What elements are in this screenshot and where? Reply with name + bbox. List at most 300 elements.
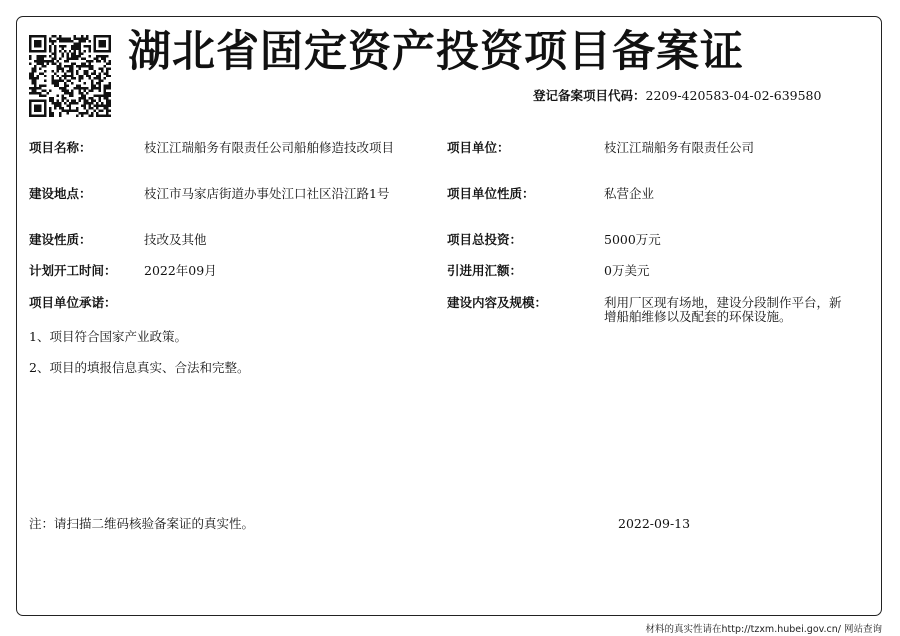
qr-module [74,37,76,39]
qr-module [34,105,36,107]
qr-module [74,42,76,44]
qr-module [71,75,73,77]
qr-module [64,87,66,89]
qr-module [71,82,73,84]
scope-value: 利用厂区现有场地，建设分段制作平台，新增船舶维修以及配套的环保设施。 [604,295,842,324]
qr-module [54,45,56,47]
qr-module [89,90,91,92]
qr-module [51,115,53,117]
qr-module [41,90,43,92]
qr-module [89,107,91,109]
qr-module [109,45,111,47]
qr-module [69,102,71,104]
qr-module [84,87,86,89]
qr-module [76,72,78,74]
qr-module [91,80,93,82]
qr-module [81,115,83,117]
qr-module [71,55,73,57]
qr-module [49,47,51,49]
qr-module [79,90,81,92]
qr-module [29,92,31,94]
qr-module [54,72,56,74]
qr-module [84,105,86,107]
qr-module [109,37,111,39]
qr-module [56,60,58,62]
qr-module [61,80,63,82]
qr-module [84,57,86,59]
qr-module [34,77,36,79]
qr-module [64,45,66,47]
registration-code-value: 2209-420583-04-02-639580 [645,88,822,103]
commitment-item-2: 2、项目的填报信息真实、合法和完整。 [29,360,250,375]
qr-module [39,50,41,52]
qr-module [96,57,98,59]
qr-module [61,90,63,92]
qr-module [99,87,101,89]
qr-module [101,115,103,117]
qr-module [64,92,66,94]
qr-module [69,110,71,112]
qr-module [54,80,56,82]
qr-module [46,62,48,64]
qr-module [79,80,81,82]
qr-module [94,42,96,44]
scope-label: 建设内容及规模： [447,295,548,310]
qr-module [34,92,36,94]
qr-module [84,90,86,92]
qr-module [39,67,41,69]
qr-module [89,62,91,64]
qr-module [44,105,46,107]
qr-module [91,67,93,69]
qr-module [51,97,53,99]
qr-module [59,62,61,64]
qr-module [84,37,86,39]
qr-module [44,110,46,112]
qr-module [76,85,78,87]
qr-module [49,115,51,117]
qr-module [76,107,78,109]
qr-module [99,110,101,112]
qr-module [46,60,48,62]
project-name-value: 枝江江瑞船务有限责任公司船舶修造技改项目 [144,140,395,155]
qr-module [59,57,61,59]
qr-module [51,52,53,54]
qr-module [31,35,33,37]
qr-module [31,77,33,79]
qr-module [39,60,41,62]
qr-module [54,35,56,37]
qr-module [74,110,76,112]
qr-module [56,85,58,87]
qr-module [41,55,43,57]
total-investment-label: 项目总投资： [447,232,523,247]
qr-module [99,50,101,52]
qr-module [66,105,68,107]
qr-module [84,107,86,109]
qr-module [71,67,73,69]
qr-module [61,75,63,77]
qr-module [44,35,46,37]
qr-module [39,92,41,94]
qr-module [99,35,101,37]
qr-module [106,87,108,89]
qr-module [34,65,36,67]
qr-module [54,55,56,57]
qr-module [51,70,53,72]
qr-module [41,100,43,102]
qr-module [109,42,111,44]
qr-module [66,112,68,114]
qr-module [64,77,66,79]
qr-module [84,45,86,47]
planned-start-value: 2022年09月 [144,263,217,278]
qr-module [109,50,111,52]
qr-module [106,92,108,94]
qr-module [104,85,106,87]
qr-module [109,35,111,37]
foreign-exchange-label: 引进用汇额： [447,263,523,278]
qr-module [76,115,78,117]
qr-module [91,102,93,104]
qr-module [44,75,46,77]
qr-module [106,62,108,64]
qr-module [29,77,31,79]
qr-module [29,75,31,77]
qr-module [106,115,108,117]
qr-module [31,115,33,117]
qr-module [36,55,38,57]
qr-module [99,80,101,82]
qr-module [56,82,58,84]
qr-module [74,57,76,59]
qr-module [109,102,111,104]
qr-module [29,102,31,104]
qr-module [39,42,41,44]
qr-module [79,75,81,77]
qr-module [69,70,71,72]
qr-module [41,35,43,37]
qr-module [109,87,111,89]
qr-module [59,107,61,109]
qr-module [56,75,58,77]
qr-module [29,50,31,52]
qr-module [59,40,61,42]
qr-module [44,112,46,114]
qr-module [89,45,91,47]
foreign-exchange-value: 0万美元 [604,263,650,278]
commitment-item-1: 1、项目符合国家产业政策。 [29,329,187,344]
qr-module [101,102,103,104]
qr-module [64,40,66,42]
qr-module [51,40,53,42]
qr-module [31,75,33,77]
qr-module [101,70,103,72]
qr-module [109,100,111,102]
qr-module [86,37,88,39]
qr-module [51,80,53,82]
qr-module [76,37,78,39]
qr-module [96,95,98,97]
qr-module [81,65,83,67]
qr-module [109,82,111,84]
qr-module [39,85,41,87]
qr-module [76,87,78,89]
qr-module [81,57,83,59]
qr-module [79,97,81,99]
qr-module [81,92,83,94]
qr-module [69,105,71,107]
qr-module [109,47,111,49]
qr-module [31,72,33,74]
qr-module [64,65,66,67]
qr-module [59,35,61,37]
qr-module [49,112,51,114]
qr-module [99,75,101,77]
qr-module [54,52,56,54]
qr-module [61,40,63,42]
qr-module [54,57,56,59]
qr-module [59,50,61,52]
qr-module [59,105,61,107]
qr-module [74,77,76,79]
qr-module [29,57,31,59]
qr-module [59,45,61,47]
qr-module [89,105,91,107]
qr-module [74,55,76,57]
qr-module [109,95,111,97]
qr-module [44,65,46,67]
qr-module [99,95,101,97]
qr-module [39,57,41,59]
qr-module [29,105,31,107]
qr-module [31,80,33,82]
qr-module [89,102,91,104]
qr-module [91,87,93,89]
qr-module [79,100,81,102]
qr-module [101,67,103,69]
qr-module [81,77,83,79]
qr-module [91,115,93,117]
qr-module [94,110,96,112]
qr-module [69,50,71,52]
qr-module [36,77,38,79]
qr-module [104,40,106,42]
qr-module [104,72,106,74]
qr-module [99,90,101,92]
qr-module [79,52,81,54]
qr-module [71,57,73,59]
qr-module [84,100,86,102]
qr-module [79,112,81,114]
qr-module [64,110,66,112]
qr-module [104,35,106,37]
qr-module [66,92,68,94]
qr-module [94,105,96,107]
qr-module [99,100,101,102]
qr-module [96,55,98,57]
qr-module [94,70,96,72]
qr-module [49,55,51,57]
qr-module [36,105,38,107]
qr-module [106,35,108,37]
qr-module [91,72,93,74]
qr-module [79,87,81,89]
qr-module [29,35,31,37]
qr-module [54,47,56,49]
qr-module [31,92,33,94]
qr-module [36,107,38,109]
qr-module [34,85,36,87]
qr-module [29,110,31,112]
qr-module [66,65,68,67]
qr-module [81,97,83,99]
qr-module [54,107,56,109]
qr-module [69,107,71,109]
qr-module [86,102,88,104]
qr-module [91,90,93,92]
qr-module [106,67,108,69]
qr-module [96,35,98,37]
qr-module [49,100,51,102]
qr-module [106,112,108,114]
qr-module [104,55,106,57]
qr-module [94,77,96,79]
qr-module [81,87,83,89]
qr-module [71,65,73,67]
qr-module [109,40,111,42]
issue-date: 2022-09-13 [618,516,691,531]
qr-module [101,105,103,107]
qr-module [94,87,96,89]
qr-module [91,82,93,84]
qr-module [86,72,88,74]
qr-module [104,87,106,89]
footer-verification-notice: 材料的真实性请在http://tzxm.hubei.gov.cn/ 网站查询 [645,624,882,635]
qr-module [99,40,101,42]
qr-module [106,95,108,97]
qr-module [36,35,38,37]
qr-module [39,105,41,107]
qr-module [109,92,111,94]
qr-module [66,70,68,72]
qr-module [101,95,103,97]
qr-module [71,110,73,112]
qr-module [34,107,36,109]
qr-module [69,65,71,67]
qr-module [71,70,73,72]
qr-module [76,110,78,112]
qr-module [34,115,36,117]
qr-module [54,50,56,52]
qr-module [106,105,108,107]
qr-module [54,102,56,104]
qr-module [91,97,93,99]
qr-module [61,110,63,112]
qr-module [64,50,66,52]
qr-code[interactable] [29,35,111,117]
qr-module [86,70,88,72]
qr-module [81,75,83,77]
qr-module [76,65,78,67]
qr-module [66,80,68,82]
qr-module [44,50,46,52]
qr-module [59,77,61,79]
qr-module [29,40,31,42]
qr-module [96,75,98,77]
qr-module [91,100,93,102]
qr-module [106,85,108,87]
qr-module [36,60,38,62]
qr-module [94,85,96,87]
qr-module [101,57,103,59]
qr-module [51,77,53,79]
qr-module [81,95,83,97]
qr-module [61,37,63,39]
qr-module [71,40,73,42]
qr-module [44,102,46,104]
qr-module [106,75,108,77]
qr-module [29,87,31,89]
qr-module [79,50,81,52]
qr-module [81,52,83,54]
qr-module [49,90,51,92]
qr-module [51,82,53,84]
qr-module [51,102,53,104]
qr-module [66,100,68,102]
qr-module [84,70,86,72]
qr-module [96,82,98,84]
qr-module [49,97,51,99]
qr-module [89,55,91,57]
qr-module [96,50,98,52]
qr-module [29,42,31,44]
qr-module [79,47,81,49]
qr-module [44,40,46,42]
qr-module [104,45,106,47]
qr-module [54,82,56,84]
qr-module [94,45,96,47]
qr-module [39,107,41,109]
qr-module [36,50,38,52]
qr-module [41,85,43,87]
qr-module [34,40,36,42]
qr-module [79,77,81,79]
qr-module [69,57,71,59]
qr-module [54,62,56,64]
qr-module [41,60,43,62]
qr-module [99,115,101,117]
qr-module [64,97,66,99]
qr-module [59,102,61,104]
qr-module [59,65,61,67]
qr-module [91,85,93,87]
qr-module [34,82,36,84]
qr-module [76,57,78,59]
qr-module [49,45,51,47]
qr-module [74,100,76,102]
qr-module [104,77,106,79]
qr-module [31,100,33,102]
qr-module [71,45,73,47]
qr-module [99,105,101,107]
qr-module [36,75,38,77]
qr-module [71,77,73,79]
registration-code-label: 登记备案项目代码： [533,88,646,103]
qr-module [49,107,51,109]
qr-module [96,105,98,107]
registration-code-row [533,87,821,105]
